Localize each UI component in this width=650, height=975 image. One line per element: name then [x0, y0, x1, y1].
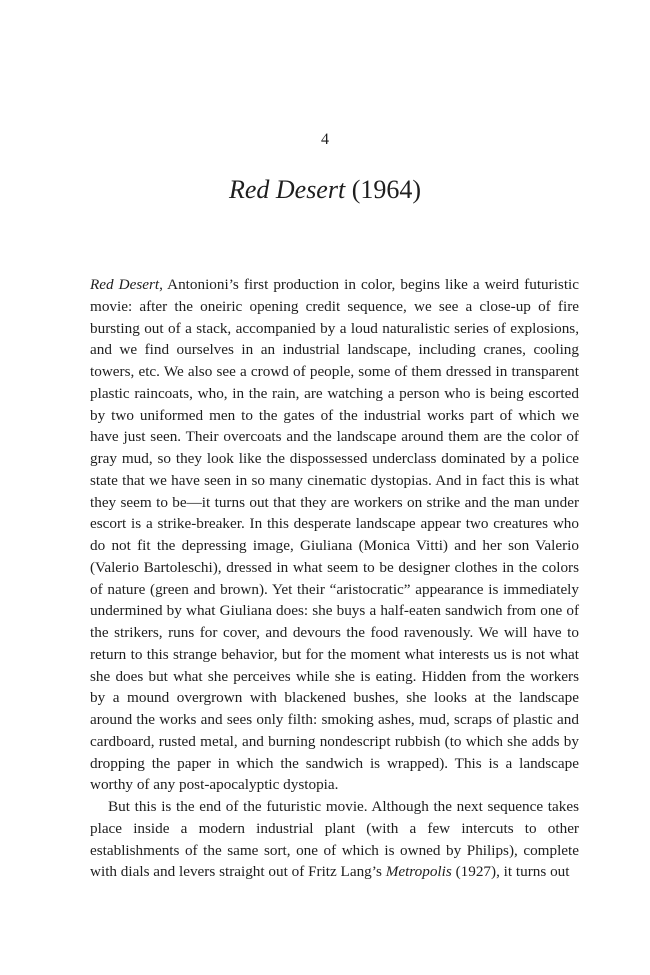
body-text: [90, 274, 579, 883]
paragraph-1-lead-title: Red Desert: [90, 276, 160, 293]
chapter-number: 4: [321, 131, 329, 148]
paragraph-2-text-after: (1927), it turns out: [451, 863, 570, 881]
paragraph-1: [90, 274, 579, 796]
paragraph-2-film-title: Metropolis: [385, 863, 452, 881]
paragraph-2-text-before: But this is the end of the futuristic movie. Although the next sequence takes place inside a modern industrial plant (with a few intercuts to other establishments of the same sort, one of which is owned by Philips), complete with dials and levers straight out of Fritz Lang’s: [90, 798, 579, 881]
chapter-title-film: Red Desert: [228, 175, 346, 204]
chapter-title-year: (1964): [345, 175, 422, 204]
paragraph-2: [90, 796, 579, 883]
chapter-title: [0, 173, 650, 207]
paragraph-1-text: , Antonioni’s first production in color, begins like a weird futuristic movie: after the oneiric opening credit sequence, we see a close-up of fire bursting out of a stack, accompanied by a loud naturalistic series of explosions, and we find ourselves in an industrial landscape, including cranes, cooling towers, etc. We also see a crowd of people, some of them dressed in transparent plastic raincoats, who, in the rain, are watching a person who is being escorted by two uniformed men to the gates of the industrial works part of which we have just seen. Their overcoats and the landscape around them are the color of gray mud, so they look like the dispossessed underclass dominated by a police state that we have seen in so many cinematic dystopias. And in fact this is what they seem to be—it turns out that they are workers on strike and the man under escort is a strike-breaker. In this desperate landscape appear two creatures who do not fit the depressing image, Giuliana (Monica Vitti) and her son Valerio (Valerio Bartoleschi), dressed in what seem to be designer clothes in the colors of nature (green and brown). Yet their “aristocratic” appearance is immediately undermined by what Giuliana does: she buys a half-eaten sandwich from one of the strikers, runs for cover, and devours the food ravenously. We will have to return to this strange behavior, but for the moment what interests us is not what she does but what she perceives while she is eating. Hidden from the workers by a mound overgrown with blackened bushes, she looks at the landscape around the works and sees only filth: smoking ashes, mud, scraps of plastic and cardboard, rusted metal, and burning nondescript rubbish (to which she adds by dropping the paper in which the sandwich is wrapped). This is a landscape worthy of any post-apocalyptic dystopia.: [90, 276, 580, 794]
